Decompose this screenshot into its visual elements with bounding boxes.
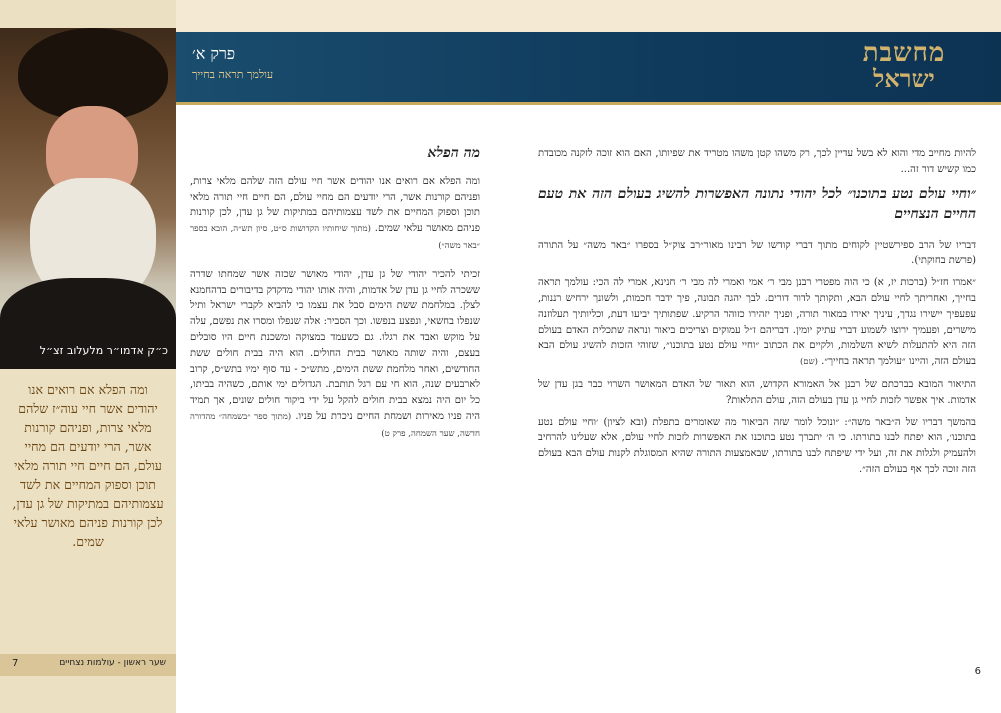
chapter-title: פרק א׳ [192,44,236,63]
left-page-footer [0,654,176,676]
section-heading: ״וחיי עולם נטע בתוכנו״ לכל יהודי נתונה האפשרות להשיג בעולם הזה את טעם החיים הנצחיים [538,185,976,222]
paragraph [538,275,976,371]
source-note: (מתוך שיחותיו הקדושות ס״ט, סיון תש״ה, הובא בספר ״באר משה״) [190,224,480,251]
book-logo [829,40,979,92]
chapter-header [176,32,1001,102]
left-page-number: 7 [12,658,19,669]
sidebar [0,0,176,713]
paragraph: התיאור המובא בברכתם של רבנן אל האמורא הקדוש, הוא תאור של האדם המאושר השרוי כבר בגן עדן של אדמות. איך אפשר לזכות לחיי גן עדן בעולם הזה, עולם התלאות? [538,378,976,406]
photo-caption: כ״ק אדמו״ר מלעלוב זצ״ל [39,344,168,357]
intro-paragraph: להיות מחייב מדי והוא לא בשל עדיין לכך, רק משהו קטן משהו מטריד את שפיותו, האם הוא זוכה לזקנה מכובדת כמו קשיש דור זה... [538,148,976,175]
right-page-number: 6 [974,666,981,677]
pull-quote: ומה הפלא אם רואים אנו יהודים אשר חיי עוה״ז שלהם מלאי צרות, ופניהם קורנות אשר, הרי יודעים הם מחיי עולם, הם חיים חיי תורה מלאי תוכן וספוק המחיים את לשד עצמותיהם במתיקות של גן עדן, לכן קורנות פניהם מאושר עלאי שמים. [12,382,164,549]
chapter-subtitle: עולמך תראה בחייך [192,68,274,81]
paragraph-text: ומה הפלא אם רואים אנו יהודים אשר חיי עולם הזה שלהם מלאי צרות, ופניהם קורנות אשר, הרי יודעים הם מחיי עולם, הם חיים חיי תורה מלאי תוכן וספוק המחיים את לשד עצמותיהם במתיקות של גן עדן, לכן קורנות פניהם מאושר עלאי שמים. [190,175,480,235]
section-heading: מה הפלא [427,145,480,161]
paragraph-text: זכיתי להכיר יהודי של גן עדן, יהודי מאושר שכזה אשר שמחתו שדרה ששכרה לחיי גן עדן של אדמות, והיה אותו יהודי מדקדק בדיבורים בדהחמנא לצלן. במלחמת ששת הימים סבל את עצמו כי להביא לקברי ישראל ותיל שנפלו בחשאי, ונפצע בנפשו. וכך הסביר: אלה שנפלו ומסרו את נפשם, עלה על מוקש ואבד את רגלו. גם כשעמד במצוקה ומשכנת חיים היו סובלים בעצם, והיה שותה מאושר בבית החולים. הוא היה בבית חולים ששת החודשים, ואחר מלחמת ששת הימים, מתש״כ - עד סוף ימיו בתש״ס, קרוב לארבעים שנה, הוא חי עם רגל תותבת. הגדולים ימי אותם, כשהיה בביתו, כל יום היה נמצא בבית חולים להקל על ידי ביקור חולים שונים, אך תמיד היה פניו מאירות ושמחת החיים ניכרת על פניו. [190,268,480,422]
middle-text-column [190,146,480,449]
top-tan-band [176,0,1001,32]
header-gold-rule [176,102,1001,105]
paragraph: דבריו של הרב ספירשטיין לקוחים מתוך דברי קודשו של רבינו מאור״רב צוק״ל בספרו ״באר משה״ על התורה (פרשת בחוקתי). [538,239,976,267]
logo-line-2: ישראל [873,64,935,93]
paragraph: בהמשך דבריו של ה״באר משה״: ״ונוכל לומר שזה הביאור מה שאומרים בתפלת (ובא לציון) ׳וחיי עולם נטע בתוכנו׳, הוא יפתח לבנו בתורתו. כי ה׳ יתברך נטע בתוכנו את האפשרות לזכות לחיי עולם, אלא שעלינו להרחיב ולהעמיק ולגלות את זה, ועל ידי שיפתח לבנו בתורתו, שבאמצעות התורה שהיא המסוגלת לקנות עולם הבא בעולם הזה זוכה לכך אף בעולם הזה״. [538,416,976,475]
source-note: (מתוך ספר ״בשמחה״ מהדורה חדשה, שער השמחה, פרק ט) [190,411,480,439]
left-footer-text: שער ראשון - עולמות נצחיים [59,658,166,668]
paragraph [190,267,480,443]
rabbi-photo [0,28,176,369]
source-note: (שם) [799,357,818,368]
right-text-column [538,146,976,484]
paragraph-text: ״אמרו חז״ל (ברכות יז, א) כי הוה מפטרי רבנן מבי ר׳ אמי ואמרי לה מבי ר׳ חנינא, אמרי לה הכי: עולמך תראה בחייך, ואחריתך לחיי עולם הבא, ותקותך לדור דורים. לבך יהגה תבונה, פיך ידבר חכמות, ולשונך ירחיש רננות, עפעפיך יישירו נגדך, עיניך יאירו במאור תורה, ופניך יזהירו כזוהר הרקיע. שפתותיך יביעו דעת, וכליותיך תעלוזנה מישרים, ופעמיך ירוצו לשמוע דברי עתיק יומין. דבריהם ז״ל עמוקים וצריכים ביאור ונראה שתכלית האדם בעולם הזה היא להתעלות לשיא השלמות, ולקיים את הכתוב ״וחיי עולם נטע בתוכנו״, שזוהי הזכות להשיג עולם הבא בעולם הזה, והיינו ״עולמך תראה בחייך״. [538,277,976,368]
logo-line-1: מחשבת [862,38,946,68]
paragraph [190,174,480,255]
